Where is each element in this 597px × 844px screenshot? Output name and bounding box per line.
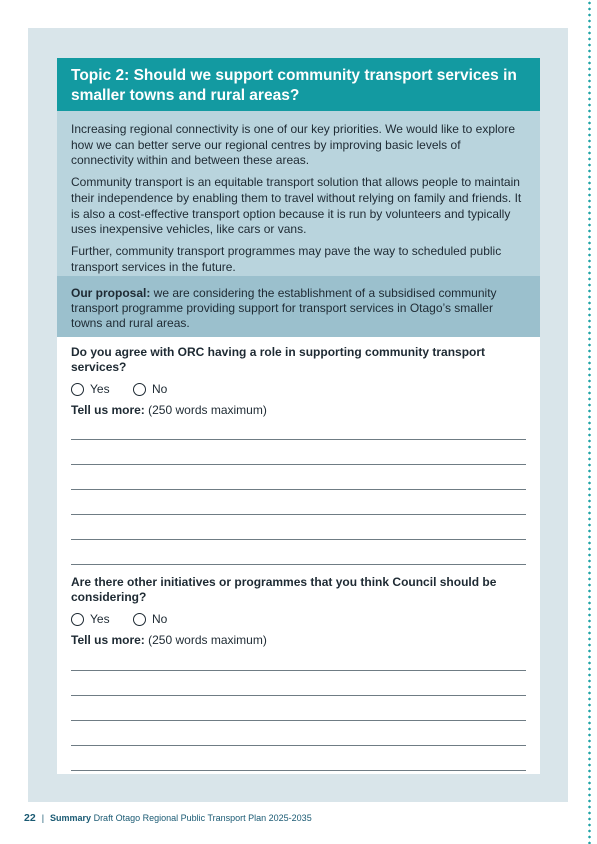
answer-line[interactable] <box>71 464 526 465</box>
option-label: No <box>152 612 168 626</box>
proposal-text: we are considering the establishment of a subsidised community transport programme providing support for transport services in Otago’s smaller towns and rural areas. <box>71 286 497 331</box>
more-hint: (250 words maximum) <box>144 633 267 647</box>
answer-line[interactable] <box>71 770 526 771</box>
radio-circle-icon[interactable] <box>133 613 146 626</box>
more-hint: (250 words maximum) <box>144 403 267 417</box>
intro-paragraph: Community transport is an equitable transport solution that allows people to maintain their independence by enabling them to travel without relying on family and friends. It is also a cost-effective transport option because it is run by volunteers and typically uses inexpensive vehicles, like cars or vans. <box>71 175 522 237</box>
question-1-yes-option[interactable] <box>71 382 110 396</box>
intro-section <box>57 111 540 276</box>
question-2: Are there other initiatives or programmes that you think Council should be considering? <box>71 575 497 604</box>
answer-line[interactable] <box>71 514 526 515</box>
page-footer <box>24 812 312 824</box>
proposal-section <box>57 276 540 337</box>
footer-years: 2025-2035 <box>266 813 312 823</box>
topic-title: Topic 2: Should we support community transport services in smaller towns and rural areas? <box>71 67 517 104</box>
question-2-yes-option[interactable] <box>71 612 110 626</box>
footer-separator: | <box>41 813 45 823</box>
question-1: Do you agree with ORC having a role in supporting community transport services? <box>71 345 486 374</box>
option-label: Yes <box>90 612 110 626</box>
intro-paragraph: Further, community transport programmes may pave the way to scheduled public transport services in the future. <box>71 243 502 274</box>
more-label: Tell us more: <box>71 403 145 417</box>
page-number: 22 <box>24 812 36 824</box>
question-2-more-prompt <box>71 633 267 647</box>
question-1-more-prompt <box>71 403 267 417</box>
answer-line[interactable] <box>71 539 526 540</box>
option-label: Yes <box>90 382 110 396</box>
proposal-label: Our proposal: <box>71 286 151 300</box>
intro-paragraph: Increasing regional connectivity is one of our key priorities. We would like to explore how we can better serve our regional centres by improving basic levels of connectivity within and between these areas. <box>71 122 515 168</box>
footer-summary: Summary <box>50 813 92 823</box>
footer-title: Draft Otago Regional Public Transport Plan <box>91 813 267 823</box>
answer-line[interactable] <box>71 670 526 671</box>
radio-circle-icon[interactable] <box>71 383 84 396</box>
answer-line[interactable] <box>71 695 526 696</box>
answer-line[interactable] <box>71 720 526 721</box>
answer-line[interactable] <box>71 489 526 490</box>
answer-line[interactable] <box>71 564 526 565</box>
topic-header <box>57 58 540 111</box>
option-label: No <box>152 382 168 396</box>
answer-line[interactable] <box>71 439 526 440</box>
answer-line[interactable] <box>71 745 526 746</box>
radio-circle-icon[interactable] <box>133 383 146 396</box>
dotted-border <box>588 0 591 844</box>
more-label: Tell us more: <box>71 633 145 647</box>
radio-circle-icon[interactable] <box>71 613 84 626</box>
question-1-no-option[interactable] <box>133 382 167 396</box>
question-2-no-option[interactable] <box>133 612 167 626</box>
